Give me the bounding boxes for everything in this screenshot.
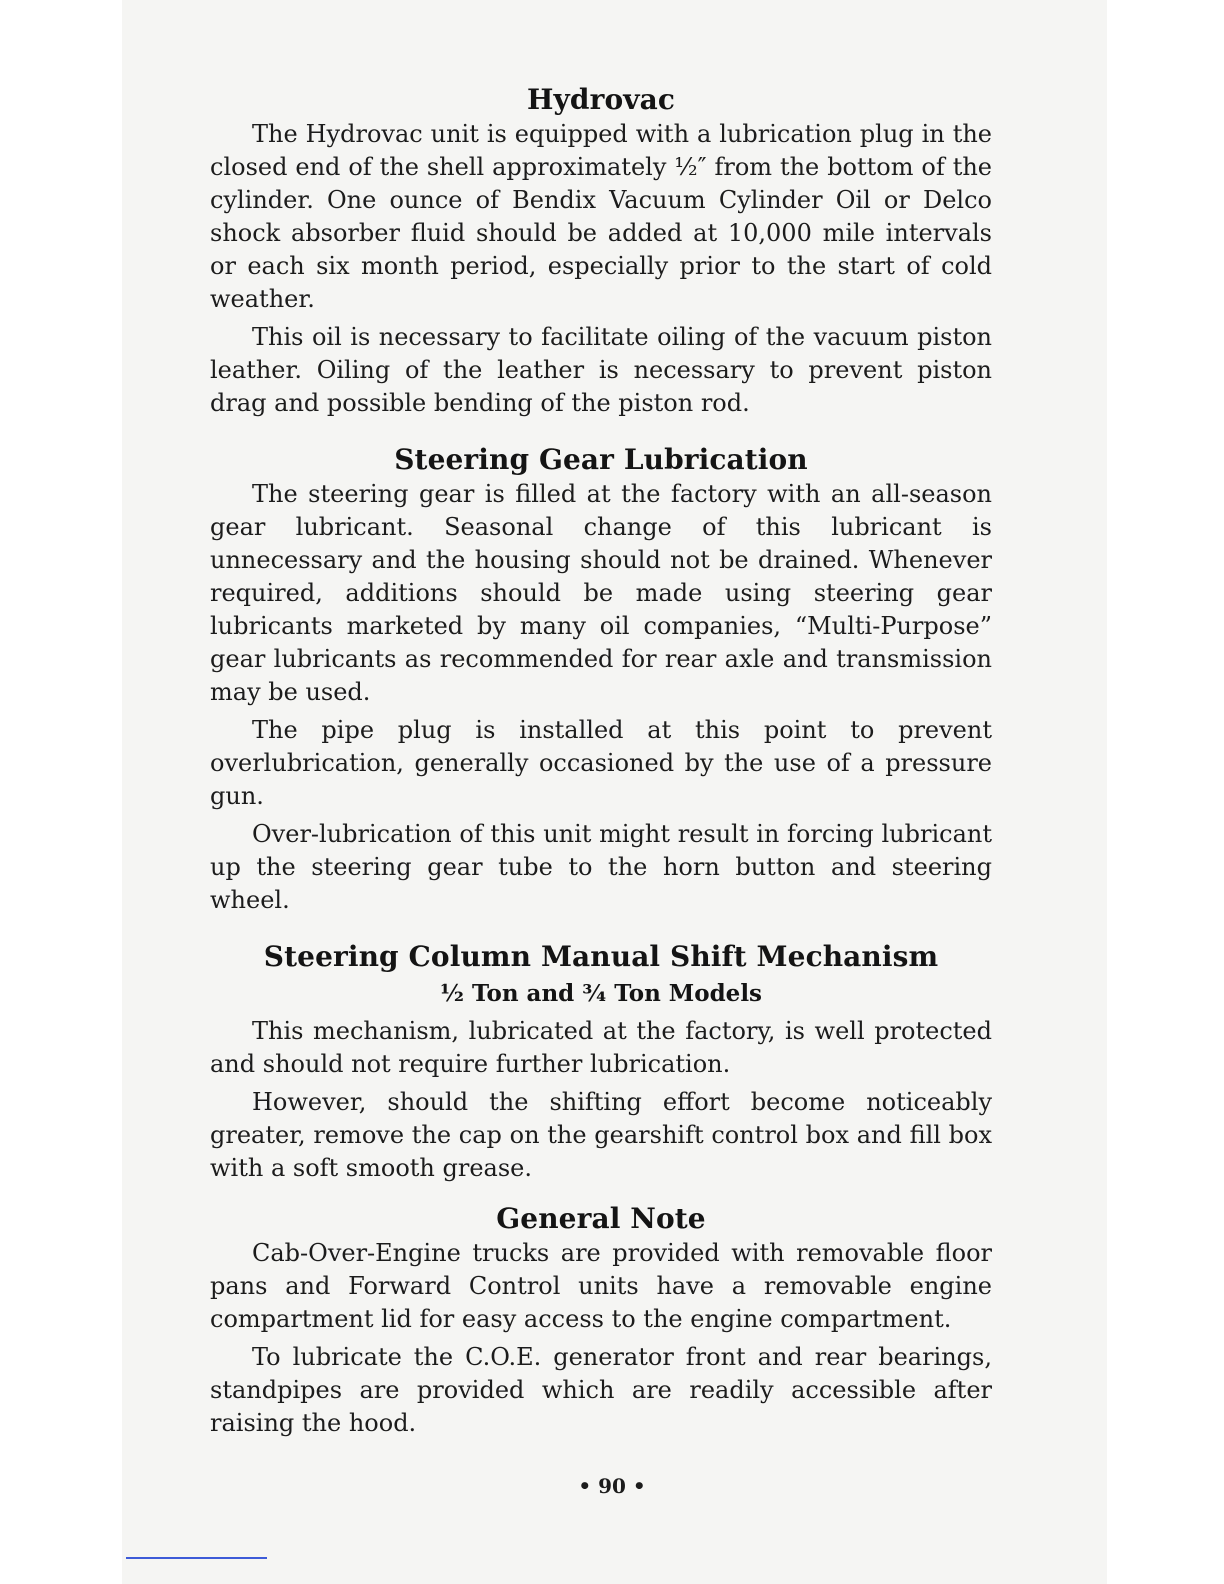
paragraph: The pipe plug is installed at this point to prevent overlubrication, generally occasioned by the use of a pressure gun. xyxy=(210,716,992,810)
edge-divider-line xyxy=(126,1557,267,1559)
paragraph: Over-lubrication of this unit might result in forcing lubricant up the steering gear tube to the horn button and steering wheel. xyxy=(210,820,992,914)
section-hydrovac xyxy=(210,82,992,420)
paragraph: The steering gear is filled at the factory with an all-season gear lubricant. Seasonal change of this lubricant is unnecessary and the housing should not be drained. Whenever required, additions should be made using steering gear lubricants marketed by many oil companies, “Multi-Purpose” gear lubricants as recommended for rear axle and transmission may be used. xyxy=(210,480,992,706)
page-content xyxy=(210,78,992,1445)
section-heading: Steering Gear Lubrication xyxy=(394,443,808,476)
section-heading: Steering Column Manual Shift Mechanism xyxy=(263,940,939,973)
paragraph: However, should the shifting effort become noticeably greater, remove the cap on the gearshift control box and fill box with a soft smooth grease. xyxy=(210,1088,992,1182)
paragraph: The Hydrovac unit is equipped with a lubrication plug in the closed end of the shell approximately ½″ from the bottom of the cylinder. One ounce of Bendix Vacuum Cylinder Oil or Delco shock absorber fluid should be added at 10,000 mile intervals or each six month period, especially prior to the start of cold weather. xyxy=(210,120,992,313)
section-steering-column-shift xyxy=(210,939,992,1185)
paragraph: This oil is necessary to facilitate oiling of the vacuum piston leather. Oiling of the leather is necessary to prevent piston drag and possible bending of the piston rod. xyxy=(210,323,992,417)
section-general-note xyxy=(210,1201,992,1440)
page-number: • 90 • xyxy=(578,1474,646,1498)
paragraph: This mechanism, lubricated at the factory, is well protected and should not require further lubrication. xyxy=(210,1017,992,1078)
section-heading: Hydrovac xyxy=(527,83,675,116)
section-heading: General Note xyxy=(496,1202,706,1235)
section-subheading: ½ Ton and ¾ Ton Models xyxy=(440,980,762,1007)
paragraph: To lubricate the C.O.E. generator front and rear bearings, standpipes are provided which are readily accessible after raising the hood. xyxy=(210,1343,992,1437)
section-steering-gear-lubrication xyxy=(210,442,992,917)
paragraph: Cab-Over-Engine trucks are provided with removable floor pans and Forward Control units have a removable engine compartment lid for easy access to the engine compartment. xyxy=(210,1239,992,1333)
